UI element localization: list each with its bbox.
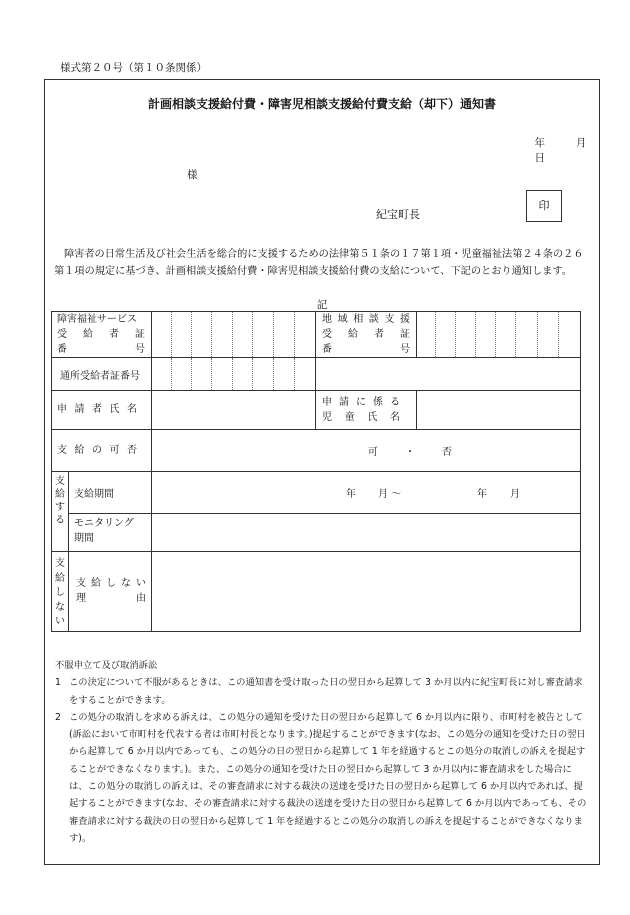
- label-char: 給: [348, 329, 358, 340]
- label-char: 給: [83, 329, 93, 340]
- label-char: 支: [76, 578, 86, 589]
- note-item: [55, 709, 589, 847]
- label-char: 給: [55, 489, 65, 500]
- deny-group-label: [53, 557, 67, 630]
- note-text: この処分の取消しを求める訴えは、この処分の通知を受けた日の翌日から起算して 6 か月以内に限り、市町村を被告として(訴訟において市町村を代表する者は市町村長となります。)提起することができます(なお、この処分の通知を受けた日の翌日から起算して 6 か月以内であっても、この処分の日の翌日から起算して 1 年を経過するとこの処分の取消しの訴えを提起することができなくなります。)。また、この処分の通知を受けた日の翌日から起算して 3 か月以内に審査請求をした場合には、この処分の取消しの訴えは、その審査請求に対する裁決の送達を受けた日の翌日から起算して 6 か月以内であれば、提起することができます(なお、その審査請求に対する裁決の送達を受けた日の翌日から起算して 6 か月以内であっても、その審査請求に対する裁決の日の翌日から起算して 1 年を経過するとこの処分の取消しの訴えを提起することができなくなります)。: [69, 711, 587, 844]
- issuer-name: 紀宝町長: [376, 208, 420, 221]
- label-char: 支: [55, 558, 65, 569]
- document-title: 計画相談支援給付費・障害児相談支援給付費支給（却下）通知書: [147, 97, 496, 111]
- label-char: に: [356, 397, 366, 408]
- label-char: す: [55, 502, 65, 513]
- label-char: 児: [322, 412, 332, 423]
- label-char: 証: [135, 329, 145, 340]
- label-char: 域: [337, 314, 348, 325]
- period-end-year: 年: [477, 489, 487, 500]
- approval-no: 否: [442, 447, 452, 458]
- period-label: 支給期間: [74, 489, 114, 500]
- label-char: 番: [57, 344, 67, 355]
- deny-reason-label: [76, 576, 146, 606]
- monitoring-line2: 期間: [74, 533, 94, 544]
- label-char: 理: [76, 593, 86, 604]
- label-char: 氏: [109, 404, 120, 415]
- date-year: 年: [534, 137, 545, 149]
- approval-label: [57, 443, 137, 458]
- label-char: な: [121, 578, 131, 589]
- label-char: 名: [389, 412, 400, 423]
- label-char: 氏: [367, 412, 378, 423]
- label-char: 申: [57, 404, 67, 415]
- label-char: 者: [92, 404, 102, 415]
- regional-cert-label: [322, 312, 410, 357]
- label-char: 証: [400, 329, 410, 340]
- issue-date: [507, 135, 599, 165]
- label-char: 給: [55, 572, 65, 584]
- period-start-year: 年: [346, 489, 356, 500]
- grant-group-label: [53, 475, 67, 527]
- note-item: [55, 674, 589, 709]
- label-char: 者: [109, 329, 119, 340]
- label-char: 番: [322, 344, 332, 355]
- notice-table: [51, 311, 581, 632]
- label-char: 由: [136, 593, 146, 604]
- label-char: 支: [55, 476, 65, 487]
- label-char: し: [106, 578, 116, 589]
- label-char: 否: [127, 445, 137, 456]
- label-char: の: [92, 445, 102, 456]
- period-start-month: 月 ～: [378, 489, 402, 500]
- label-char: 名: [127, 404, 137, 415]
- welfare-cert-label: [57, 312, 145, 357]
- period-end-month: 月: [510, 489, 520, 500]
- date-day: 日: [534, 152, 545, 164]
- label-char: る: [55, 515, 65, 526]
- label-char: い: [136, 578, 146, 589]
- label-char: 申: [322, 397, 332, 408]
- notes-heading: 不服申立て及び取消訴訟: [55, 660, 158, 671]
- note-text: この決定について不服があるときは、この通知書を受け取った日の翌日から起算して 3 か月以内に紀宝町長に対し審査請求をすることができます。: [69, 677, 583, 706]
- label-char: 支: [384, 314, 395, 325]
- label-char: る: [390, 397, 400, 408]
- facility-cert-label: 通所受給者証番号: [60, 371, 140, 382]
- child-name-label: [322, 395, 400, 425]
- form-id: 様式第２０号（第１０条関係）: [60, 62, 207, 74]
- label-char: 請: [74, 404, 85, 415]
- label-char: 支: [57, 445, 67, 456]
- label-char: 給: [91, 578, 101, 589]
- label-char: い: [55, 616, 65, 627]
- seal-box: 印: [526, 190, 562, 222]
- label-char: 号: [135, 344, 145, 355]
- label-char: 相: [353, 314, 364, 325]
- label-char: 受: [322, 329, 332, 340]
- label-char: 号: [400, 344, 410, 355]
- approval-yes: 可: [368, 447, 378, 458]
- label-char: 給: [74, 445, 85, 456]
- welfare-cert-line1: 障害福祉サービス: [57, 314, 137, 325]
- label-char: 者: [374, 329, 384, 340]
- label-char: な: [55, 601, 65, 613]
- date-month: 月: [575, 137, 587, 149]
- applicant-name-label: [57, 402, 137, 417]
- monitoring-label: [74, 516, 134, 546]
- addressee-suffix: 様: [187, 169, 198, 181]
- approval-separator: ・: [405, 447, 415, 458]
- label-char: 受: [57, 329, 67, 340]
- label-char: 地: [322, 314, 332, 325]
- appeal-notes: [55, 657, 589, 847]
- label-char: 請: [339, 397, 349, 408]
- label-char: 童: [344, 412, 355, 423]
- note-number: 1: [55, 677, 61, 689]
- note-number: 2: [55, 711, 61, 723]
- label-char: し: [55, 587, 65, 598]
- label-char: 係: [373, 397, 383, 408]
- notice-body: 障害者の日常生活及び社会生活を総合的に支援するための法律第５１条の１７第１項・児童福祉法第２４条の２６第１項の規定に基づき、計画相談支援給付費・障害児相談支援給付費の支給について、下記のとおり通知します。: [54, 249, 584, 277]
- label-char: 可: [109, 445, 120, 456]
- label-char: 援: [399, 314, 410, 325]
- monitoring-line1: モニタリング: [74, 518, 134, 529]
- ki-heading: 記: [316, 299, 328, 311]
- label-char: 談: [368, 314, 379, 325]
